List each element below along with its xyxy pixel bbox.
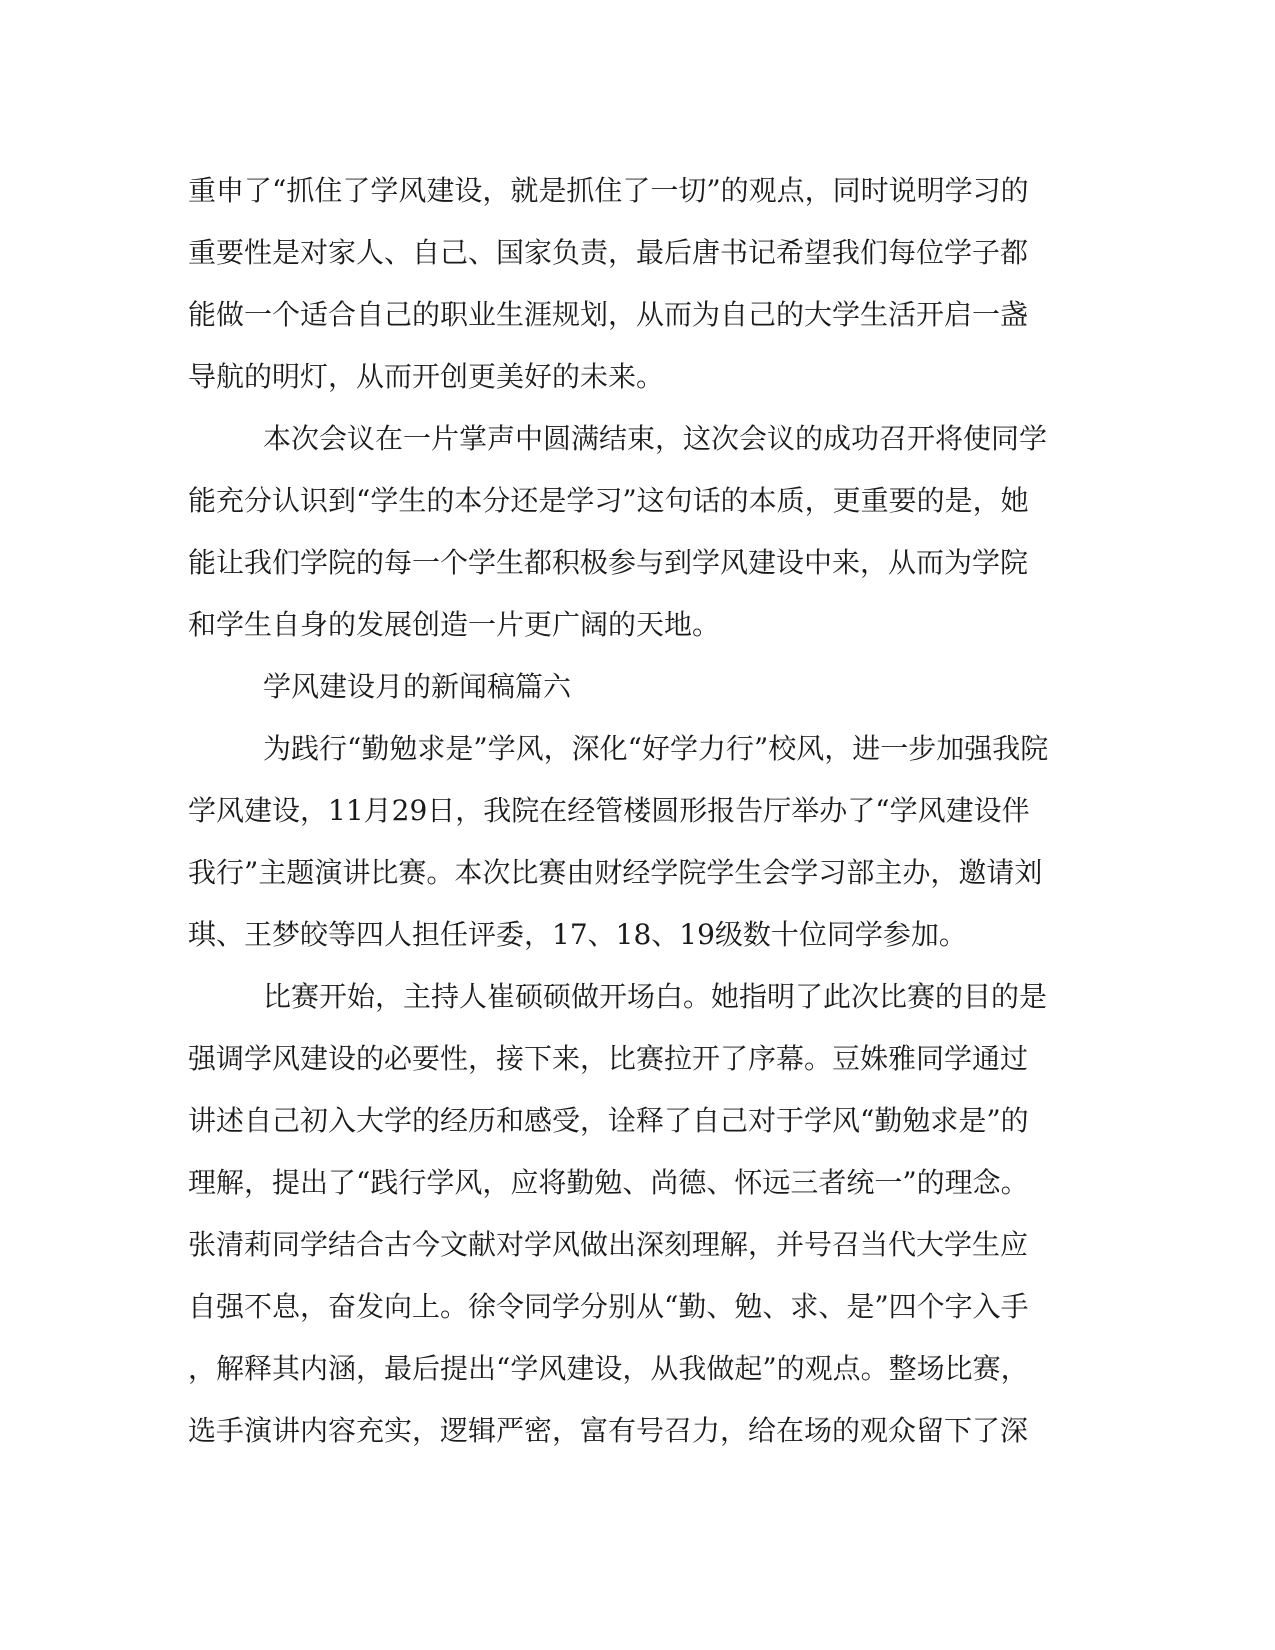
text-line-5: 本次会议在一片掌声中圆满结束，这次会议的成功召开将使同学 bbox=[263, 422, 1048, 455]
text-line-19: 自强不息，奋发向上。徐令同学分别从“勤、勉、求、是”四个字入手 bbox=[188, 1290, 1029, 1323]
text-line-8: 和学生自身的发展创造一片更广阔的天地。 bbox=[188, 608, 721, 641]
text-line-4: 导航的明灯，从而开创更美好的未来。 bbox=[188, 360, 665, 393]
text-line-3: 能做一个适合自己的职业生涯规划，从而为自己的大学生活开启一盏 bbox=[188, 298, 1029, 331]
text-line-21: 选手演讲内容充实，逻辑严密，富有号召力，给在场的观众留下了深 bbox=[188, 1414, 1029, 1447]
section-heading: 学风建设月的新闻稿篇六 bbox=[263, 670, 572, 703]
text-line-15: 强调学风建设的必要性，接下来，比赛拉开了序幕。豆姝雅同学通过 bbox=[188, 1042, 1029, 1075]
text-line-13: 琪、王梦皎等四人担任评委，17、18、19级数十位同学参加。 bbox=[188, 918, 967, 951]
text-line-12: 我行”主题演讲比赛。本次比赛由财经学院学生会学习部主办，邀请刘 bbox=[188, 856, 1043, 889]
text-line-10: 为践行“勤勉求是”学风，深化“好学力行”校风，进一步加强我院 bbox=[263, 732, 1049, 765]
text-line-6: 能充分认识到“学生的本分还是学习”这句话的本质，更重要的是，她 bbox=[188, 484, 1029, 517]
text-line-17: 理解，提出了“践行学风，应将勤勉、尚德、怀远三者统一”的理念。 bbox=[188, 1166, 1029, 1199]
text-line-2: 重要性是对家人、自己、国家负责，最后唐书记希望我们每位学子都 bbox=[188, 236, 1029, 269]
text-line-20: ，解释其内涵，最后提出“学风建设，从我做起”的观点。整场比赛， bbox=[188, 1352, 1029, 1385]
text-line-18: 张清莉同学结合古今文献对学风做出深刻理解，并号召当代大学生应 bbox=[188, 1228, 1029, 1261]
text-line-11: 学风建设，11月29日，我院在经管楼圆形报告厅举办了“学风建设伴 bbox=[188, 794, 1030, 827]
text-line-14: 比赛开始，主持人崔硕硕做开场白。她指明了此次比赛的目的是 bbox=[263, 980, 1048, 1013]
text-line-7: 能让我们学院的每一个学生都积极参与到学风建设中来，从而为学院 bbox=[188, 546, 1029, 579]
text-line-16: 讲述自己初入大学的经历和感受，诠释了自己对于学风“勤勉求是”的 bbox=[188, 1104, 1029, 1137]
document-body bbox=[188, 160, 1088, 1462]
text-line-1: 重申了“抓住了学风建设，就是抓住了一切”的观点，同时说明学习的 bbox=[188, 174, 1029, 207]
